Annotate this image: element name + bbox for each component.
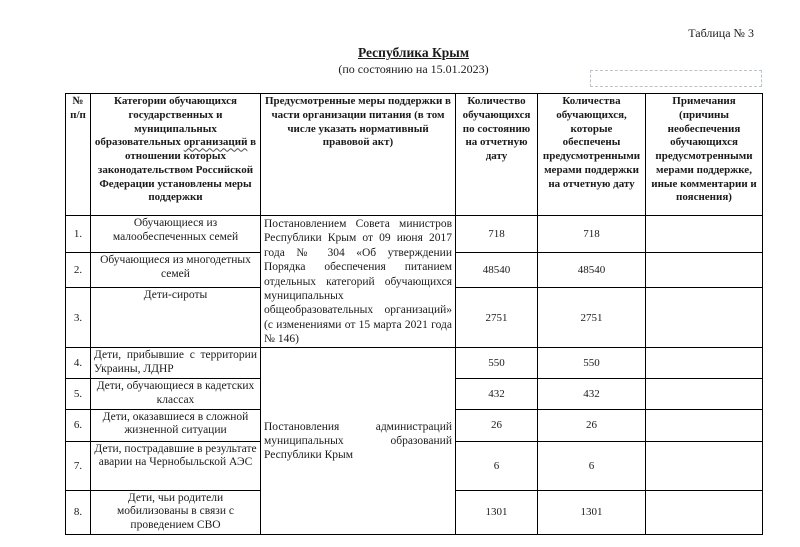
- table-row: [66, 216, 763, 253]
- count-on-date-cell: 718: [456, 216, 538, 253]
- row-number: 8.: [66, 490, 91, 534]
- category-cell: Обучающиеся из малообеспеченных семей: [91, 216, 261, 253]
- category-cell: Дети, обучающиеся в кадетских классах: [91, 378, 261, 409]
- count-provided-cell: 718: [538, 216, 646, 253]
- count-provided-cell: 1301: [538, 490, 646, 534]
- col-header-category-text-before: Категории обучающихся государственных и муниципальных образовательных: [94, 95, 237, 149]
- col-header-category: [91, 94, 261, 216]
- count-on-date-cell: 48540: [456, 253, 538, 288]
- col-header-num: № п/п: [66, 94, 91, 216]
- col-header-notes: Примечания (причины необеспечения обучающихся предусмотренными мерами поддержке, иные комментарии и пояснения): [646, 94, 763, 216]
- col-header-category-text-after: в отношении которых законодательством Российской Федерации установлены меры поддержки: [97, 136, 257, 204]
- row-number: 7.: [66, 441, 91, 490]
- note-cell: [646, 288, 763, 348]
- count-on-date-cell: 2751: [456, 288, 538, 348]
- note-cell: [646, 253, 763, 288]
- table-header-row: [66, 94, 763, 216]
- empty-placeholder-field[interactable]: [590, 70, 762, 87]
- col-header-count-on-date: Количество обучающихся по состоянию на отчетную дату: [456, 94, 538, 216]
- count-provided-cell: 48540: [538, 253, 646, 288]
- note-cell: [646, 378, 763, 409]
- note-cell: [646, 490, 763, 534]
- note-cell: [646, 216, 763, 253]
- count-provided-cell: 26: [538, 409, 646, 441]
- count-provided-cell: 2751: [538, 288, 646, 348]
- category-cell: Дети, оказавшиеся в сложной жизненной ситуации: [91, 409, 261, 441]
- row-number: 3.: [66, 288, 91, 348]
- row-number: 5.: [66, 378, 91, 409]
- note-cell: [646, 348, 763, 379]
- page-subtitle: (по состоянию на 15.01.2023): [338, 62, 489, 76]
- table-number-label: Таблица № 3: [688, 26, 754, 40]
- count-provided-cell: 550: [538, 348, 646, 379]
- count-on-date-cell: 26: [456, 409, 538, 441]
- category-cell: Дети, чьи родители мобилизованы в связи с проведением СВО: [91, 490, 261, 534]
- measures-cell-rows-1-3: Постановлением Совета министров Республики Крым от 09 июня 2017 года № 304 «Об утверждении Порядка обеспечения питанием отдельных категорий обучающихся муниципальных общеобразовательных организаций» (с изменениями от 15 марта 2021 года № 146): [261, 216, 456, 348]
- col-header-count-provided: Количества обучающихся, которые обеспечены предусмотренными мерами поддержки на отчетную дату: [538, 94, 646, 216]
- count-on-date-cell: 1301: [456, 490, 538, 534]
- row-number: 2.: [66, 253, 91, 288]
- note-cell: [646, 409, 763, 441]
- count-on-date-cell: 550: [456, 348, 538, 379]
- count-provided-cell: 432: [538, 378, 646, 409]
- count-on-date-cell: 432: [456, 378, 538, 409]
- category-cell: Дети, пострадавшие в результате аварии на Чернобыльской АЭС: [91, 441, 261, 490]
- note-cell: [646, 441, 763, 490]
- row-number: 6.: [66, 409, 91, 441]
- col-header-category-underlined-word: организаций: [183, 136, 248, 149]
- row-number: 1.: [66, 216, 91, 253]
- category-cell: Дети-сироты: [91, 288, 261, 348]
- measures-cell-rows-4-8: Постановления администраций муниципальных образований Республики Крым: [261, 348, 456, 535]
- count-on-date-cell: 6: [456, 441, 538, 490]
- category-cell: Обучающиеся из многодетных семей: [91, 253, 261, 288]
- page-title: Республика Крым: [357, 45, 470, 60]
- row-number: 4.: [66, 348, 91, 379]
- table-row: [66, 348, 763, 379]
- category-cell: Дети, прибывшие с территории Украины, ЛДНР: [91, 348, 261, 379]
- col-header-measures: Предусмотренные меры поддержки в части организации питания (в том числе указать нормативный правовой акт): [261, 94, 456, 216]
- count-provided-cell: 6: [538, 441, 646, 490]
- support-measures-table: [65, 93, 763, 535]
